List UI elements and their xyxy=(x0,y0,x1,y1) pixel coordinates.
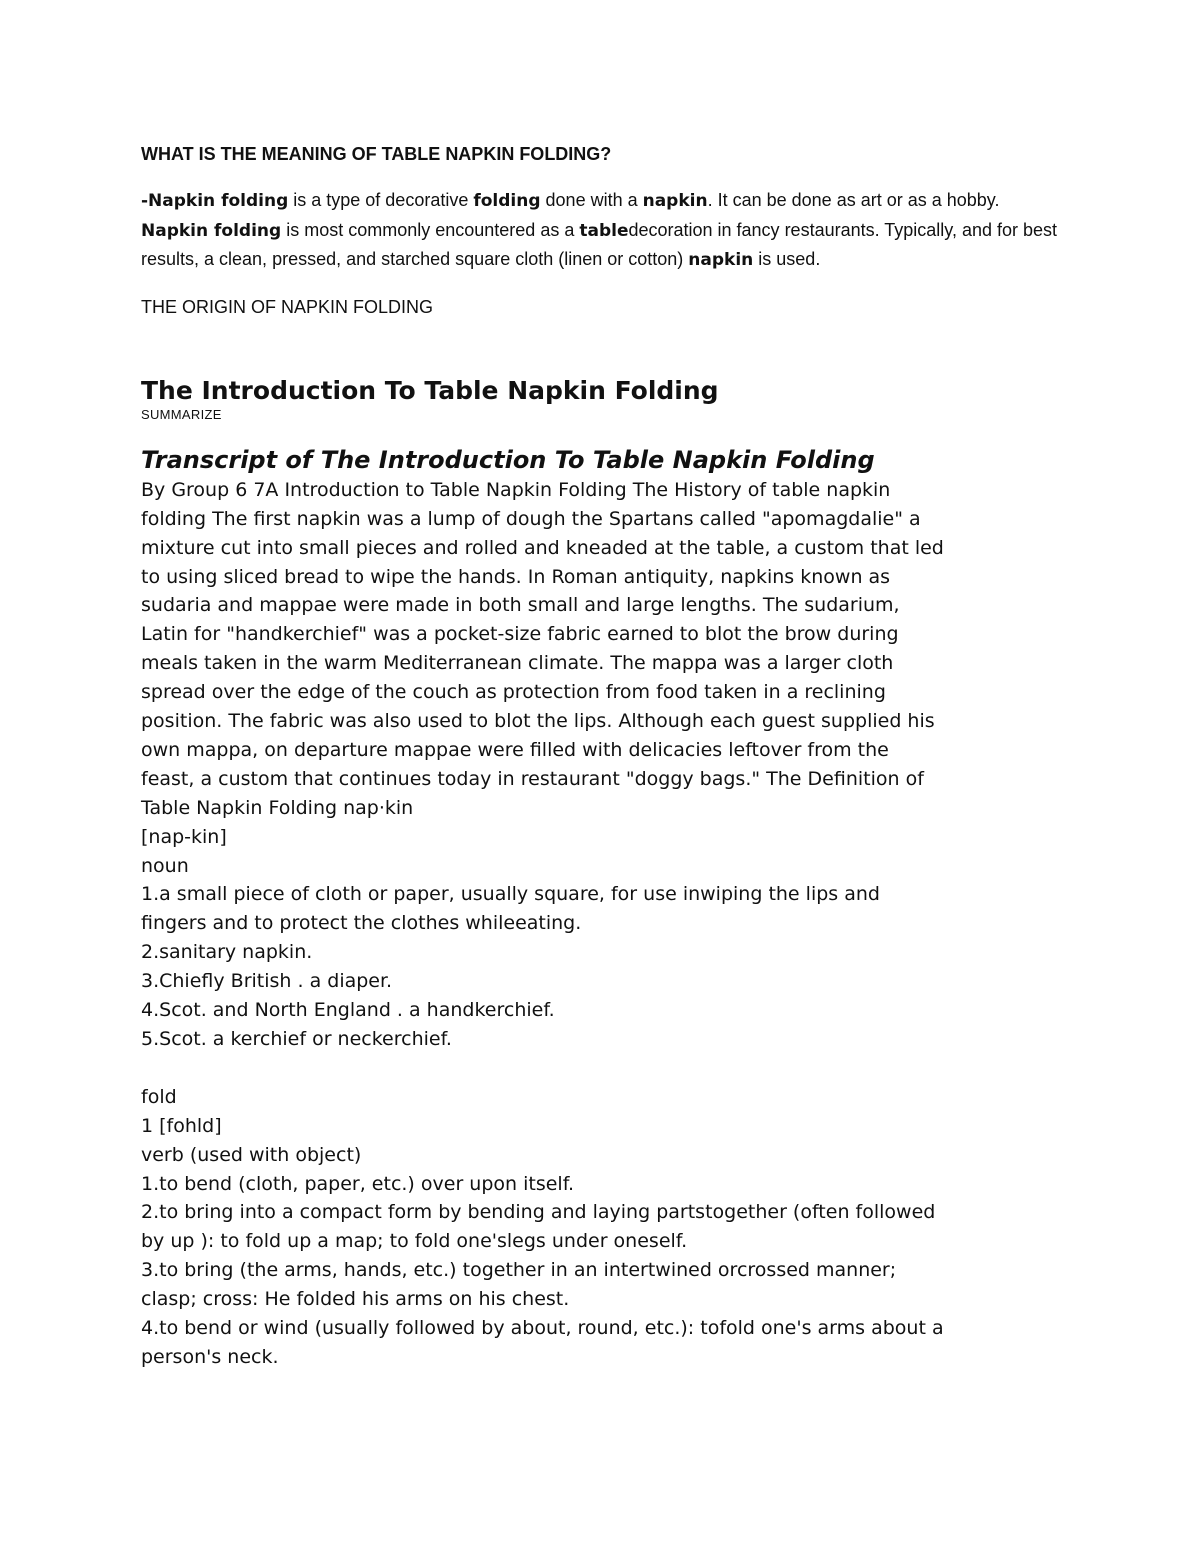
transcript-line: verb (used with object) xyxy=(141,1143,362,1166)
intro-bold-2: napkin xyxy=(642,191,708,211)
origin-heading: THE ORIGIN OF NAPKIN FOLDING xyxy=(141,296,434,317)
transcript-line: 3.to bring (the arms, hands, etc.) together in an intertwined orcrossed manner; xyxy=(141,1259,897,1282)
transcript-line: 2.to bring into a compact form by bending and laying partstogether (often followed xyxy=(141,1201,936,1224)
transcript-line: 1.a small piece of cloth or paper, usually square, for use inwiping the lips and xyxy=(141,883,880,906)
intro-bold-4: table xyxy=(579,220,629,241)
transcript-line: mixture cut into small pieces and rolled and kneaded at the table, a custom that led xyxy=(141,536,944,559)
intro-bold-5: napkin xyxy=(688,250,754,271)
transcript-body xyxy=(141,476,1071,1372)
transcript-line: 4.Scot. and North England . a handkerchief. xyxy=(141,999,555,1022)
transcript-line: own mappa, on departure mappae were filled with delicacies leftover from the xyxy=(141,738,889,761)
transcript-line: position. The fabric was also used to blot the lips. Although each guest supplied his xyxy=(141,710,935,733)
intro-text-4: is most commonly encountered as a xyxy=(281,219,580,240)
transcript-line: 3.Chiefly British . a diaper. xyxy=(141,970,393,993)
transcript-title: Transcript of The Introduction To Table Napkin Folding xyxy=(141,445,875,474)
transcript-line: feast, a custom that continues today in restaurant "doggy bags." The Definition of xyxy=(141,767,924,790)
intro-text-3: . It can be done as art or as a hobby. xyxy=(707,190,1000,210)
transcript-line: spread over the edge of the couch as protection from food taken in a reclining xyxy=(141,681,886,704)
intro-text-1: is a type of decorative xyxy=(288,190,474,210)
intro-text-6: is used. xyxy=(753,249,821,270)
transcript-line: clasp; cross: He folded his arms on his chest. xyxy=(141,1288,570,1311)
intro-bold-lead: -Napkin folding xyxy=(141,191,289,211)
transcript-line: by up ): to fold up a map; to fold one'slegs under oneself. xyxy=(141,1230,688,1253)
intro-paragraph xyxy=(141,186,1071,275)
transcript-line: to using sliced bread to wipe the hands. In Roman antiquity, napkins known as xyxy=(141,565,891,588)
transcript-line: 4.to bend or wind (usually followed by about, round, etc.): tofold one's arms about a xyxy=(141,1317,944,1340)
summarize-label: SUMMARIZE xyxy=(141,406,222,422)
transcript-line: meals taken in the warm Mediterranean climate. The mappa was a larger cloth xyxy=(141,652,894,675)
transcript-line: folding The first napkin was a lump of dough the Spartans called "apomagdalie" a xyxy=(141,507,921,530)
intro-bold-3: Napkin folding xyxy=(141,220,282,241)
transcript-line: 2.sanitary napkin. xyxy=(141,941,313,964)
intro-text-5: decoration in fancy restaurants. Typically, and for best results, a clean, pressed, and starched square cloth (linen or cotton) xyxy=(141,219,1058,270)
intro-text-2: done with a xyxy=(540,190,643,210)
transcript-line: fingers and to protect the clothes whileeating. xyxy=(141,912,582,935)
transcript-line: fold xyxy=(141,1085,177,1108)
intro-bold-1: folding xyxy=(473,191,541,211)
section-title: The Introduction To Table Napkin Folding xyxy=(141,375,719,405)
transcript-line: 1.to bend (cloth, paper, etc.) over upon itself. xyxy=(141,1172,575,1195)
question-heading: WHAT IS THE MEANING OF TABLE NAPKIN FOLDING? xyxy=(141,144,612,164)
transcript-line: person's neck. xyxy=(141,1345,279,1368)
transcript-line: Table Napkin Folding nap·kin xyxy=(141,796,414,819)
transcript-line: noun xyxy=(141,854,189,877)
document-content xyxy=(141,140,1071,1372)
blank-line xyxy=(141,1054,1071,1083)
transcript-line: By Group 6 7A Introduction to Table Napkin Folding The History of table napkin xyxy=(141,478,891,501)
transcript-line: 1 [fohld] xyxy=(141,1114,222,1137)
transcript-line: 5.Scot. a kerchief or neckerchief. xyxy=(141,1028,452,1050)
transcript-line: [nap-kin] xyxy=(141,825,227,848)
transcript-line: sudaria and mappae were made in both small and large lengths. The sudarium, xyxy=(141,594,900,617)
transcript-line: Latin for "handkerchief" was a pocket-size fabric earned to blot the brow during xyxy=(141,623,899,646)
